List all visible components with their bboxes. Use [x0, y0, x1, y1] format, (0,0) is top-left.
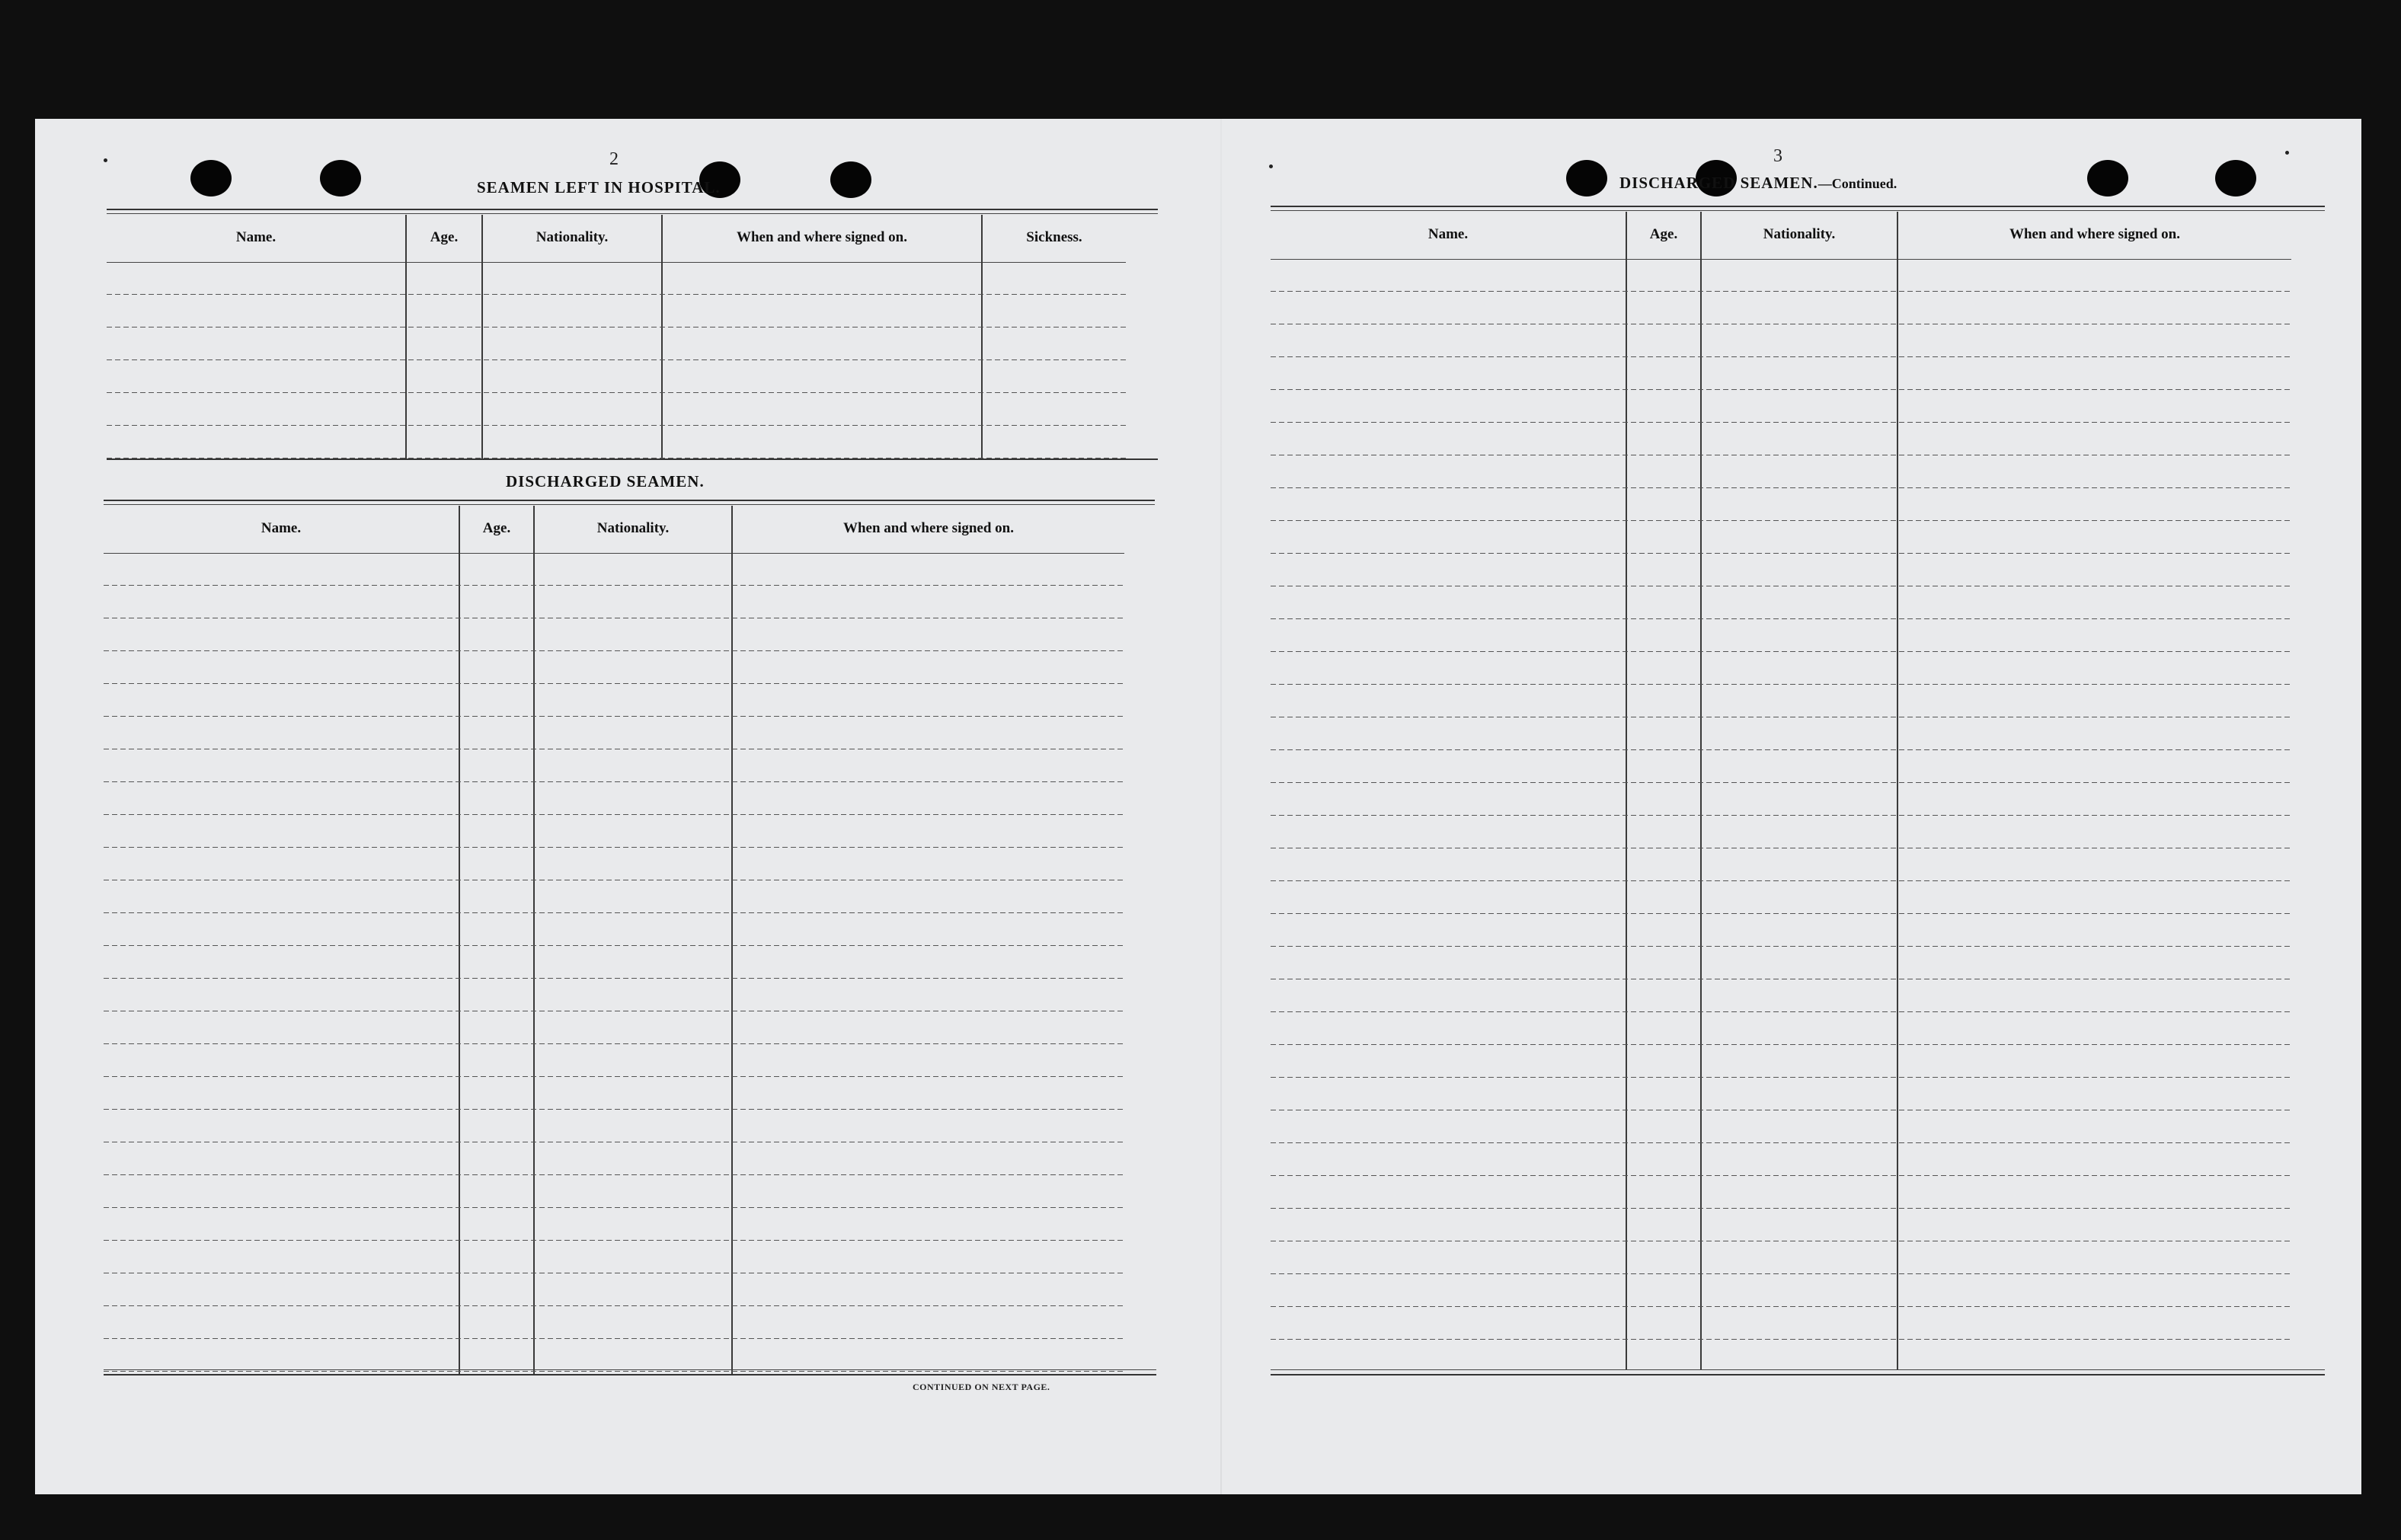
hospital-bottom-rule	[107, 458, 1158, 460]
continued-col-nationality: Nationality.	[1763, 226, 1836, 242]
continued-col-name: Name.	[1427, 226, 1469, 242]
punch-hole	[190, 160, 232, 196]
hospital-top-rule	[107, 209, 1158, 210]
form-sheet	[35, 119, 2361, 1494]
page-number: 3	[1773, 146, 1782, 166]
continued-col-signed-on: When and where signed on.	[2009, 226, 2180, 242]
continued-suffix: —Continued.	[1818, 176, 1897, 191]
discharged-col-age: Age.	[482, 520, 511, 536]
discharged-col-name: Name.	[261, 520, 302, 536]
continued-note: CONTINUED ON NEXT PAGE.	[913, 1382, 1050, 1392]
page-fold	[1220, 119, 1222, 1494]
paper-speck	[1269, 165, 1273, 168]
punch-hole	[320, 160, 361, 196]
hospital-entry-lines	[107, 262, 1126, 458]
hospital-col-signed-on: When and where signed on.	[736, 229, 907, 245]
punch-hole	[2215, 160, 2256, 196]
hospital-col-nationality: Nationality.	[536, 229, 609, 245]
continued-col-age: Age.	[1649, 226, 1678, 242]
punch-hole	[2087, 160, 2128, 196]
right-top-rule	[1271, 206, 2325, 207]
discharged-title-text: DISCHARGED SEAMEN.	[506, 472, 705, 490]
right-bottom-rule-2	[1271, 1369, 2325, 1370]
discharged-table	[104, 506, 1124, 1382]
paper-speck	[104, 158, 107, 162]
hospital-col-name: Name.	[235, 229, 277, 245]
right-top-rule-2	[1271, 210, 2325, 211]
page-number: 2	[609, 149, 619, 169]
hospital-title-text: SEAMEN LEFT IN HOSPITAL.	[477, 178, 721, 196]
continued-entry-lines	[1271, 259, 2291, 1371]
discharged-bottom-rule	[104, 1374, 1156, 1375]
right-bottom-rule	[1271, 1374, 2325, 1375]
discharged-section-title	[506, 472, 705, 491]
hospital-top-rule-2	[107, 213, 1158, 214]
discharged-top-rule-2	[104, 504, 1155, 505]
hospital-col-sickness: Sickness.	[1026, 229, 1082, 245]
discharged-bottom-rule-2	[104, 1369, 1156, 1370]
discharged-continued-title-text: DISCHARGED SEAMEN.	[1619, 174, 1818, 192]
punch-hole	[1566, 160, 1607, 196]
discharged-col-nationality: Nationality.	[596, 520, 670, 536]
punch-hole	[830, 161, 871, 198]
paper-speck	[2285, 151, 2289, 155]
discharged-top-rule	[104, 500, 1155, 501]
discharged-continued-table	[1271, 212, 2291, 1377]
discharged-continued-title	[1619, 174, 1897, 193]
discharged-entry-lines	[104, 553, 1124, 1374]
hospital-col-age: Age.	[430, 229, 459, 245]
discharged-col-signed-on: When and where signed on.	[842, 520, 1014, 536]
hospital-section-title	[477, 178, 721, 197]
